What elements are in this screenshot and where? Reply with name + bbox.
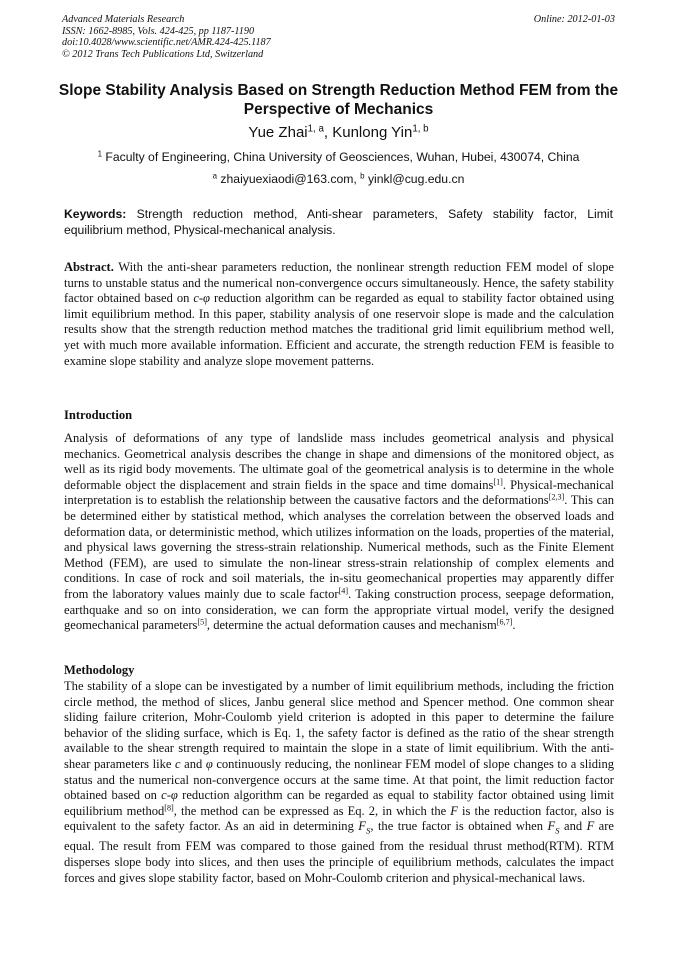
abstract: [64, 260, 614, 369]
journal-header: [62, 14, 615, 60]
author-affil-mark: 1, b: [412, 123, 429, 135]
body-text: reduction algorithm can be regarded as equal to stability factor obtained using limit equilibrium method: [64, 788, 614, 818]
citation: [1]: [493, 477, 503, 487]
email-line: [52, 172, 625, 187]
math-symbol: c-φ: [193, 291, 211, 306]
author-list: [52, 124, 625, 142]
abstract-text: With the anti-shear parameters reduction, the nonlinear strength reduction FEM model of slope turns to unstable status and the numerical non-convergence occurs simultaneously. Hence, the safety stability factor obtained based on: [64, 260, 614, 306]
email-address: zhaiyuexiaodi@163.com,: [217, 172, 361, 186]
issn-line: ISSN: 1662-8985, Vols. 424-425, pp 1187-1190: [62, 25, 255, 37]
citation: [2,3]: [548, 492, 565, 502]
keywords: [64, 207, 613, 238]
body-text: is the reduction factor, also is equivalent to the safety factor. As an aid in determining: [64, 803, 614, 834]
citation: [4]: [338, 586, 349, 596]
math-symbol: c-φ: [161, 788, 178, 803]
math-symbol: φ: [205, 756, 213, 771]
email-mark: b: [360, 171, 365, 181]
affiliation: [52, 150, 625, 165]
body-text: and: [559, 819, 587, 834]
doi-line: doi:10.4028/www.scientific.net/AMR.424-425.1187: [62, 37, 271, 49]
body-text: Analysis of deformations of any type of landslide mass includes geometrical analysis and physical mechanics. Geometrical analysis describes the change in shape and dimensions of the monitored object, as well as its rigid body movements. The ultimate goal of the geometrical analysis is to determine in the whole deformable object the displacement and strain fields in the space and time domains: [64, 431, 614, 492]
math-symbol: F: [586, 819, 595, 834]
email-address: yinkl@cug.edu.cn: [364, 172, 465, 186]
body-text: , the true factor is obtained when: [370, 819, 548, 834]
copyright-line: © 2012 Trans Tech Publications Ltd, Switzerland: [62, 48, 264, 60]
author-name: Yue Zhai: [248, 124, 308, 141]
paper-title: Slope Stability Analysis Based on Strength Reduction Method FEM from the Perspective of Mechanics: [58, 82, 619, 118]
keywords-text: Strength reduction method, Anti-shear parameters, Safety stability factor, Limit equilibrium method, Physical-mechanical analysis.: [64, 207, 613, 237]
author-separator: ,: [323, 124, 333, 141]
math-symbol: F: [547, 819, 556, 834]
citation: [8]: [164, 803, 174, 813]
keywords-label: Keywords:: [64, 207, 127, 221]
citation: [6,7]: [496, 617, 513, 627]
introduction-paragraph: [64, 431, 614, 634]
online-date: Online: 2012-01-03: [533, 14, 615, 25]
affil-text: Faculty of Engineering, China University of Geosciences, Wuhan, Hubei, 430074, China: [102, 150, 580, 164]
author-affil-mark: 1, a: [307, 123, 324, 135]
math-symbol: c: [175, 756, 181, 771]
section-heading-introduction: Introduction: [64, 408, 133, 422]
author-name: Kunlong Yin: [332, 124, 413, 141]
body-text: . Physical-mechanical interpretation is to establish the relationship between the causative factors and the deformations: [64, 477, 615, 508]
math-subscript: S: [555, 825, 560, 836]
affil-mark: 1: [97, 149, 102, 159]
body-text: , the method can be expressed as Eq. 2, in which the: [173, 803, 451, 818]
body-text: , determine the actual deformation causes and mechanism: [206, 618, 497, 633]
body-text: are equal. The result from FEM was compared to those gained from the residual thrust method(RTM). RTM disperses slope body into slices, and then uses the principle of equilibrium methods, calculates the impact forces and gives slope stability factor, based on Mohr-Coulomb criterion and physical-mechanical laws.: [64, 819, 614, 885]
abstract-label: Abstract.: [64, 260, 114, 274]
body-text: .: [512, 618, 516, 633]
email-mark: a: [212, 171, 218, 181]
body-text: The stability of a slope can be investigated by a number of limit equilibrium methods, including the friction circle method, the method of slices, Janbu general slice method and Spencer method. One common shear sliding failure criterion, Mohr-Coulomb yield criterion is adopted in this paper to determine the failure behavior of the sliding surface, which is Eq. 1, the safety factor is defined as the ratio of the shear strength available to the shear strength required to maintain the slope in a state of limit equilibrium. With the anti-shear parameters like: [64, 679, 614, 771]
math-symbol: F: [450, 803, 458, 818]
math-symbol: F: [358, 819, 366, 834]
abstract-text: reduction algorithm can be regarded as equal to stability factor obtained using limit equilibrium method. In this paper, stability analysis of one reservoir slope is made and the calculation results show that the strength reduction method matches the traditional grid limit equilibrium method well, yet with much more available information. Efficient and accurate, the strength reduction FEM is feasible to examine slope stability and analyze slope movement patterns.: [64, 291, 614, 368]
section-heading-methodology: Methodology: [64, 663, 135, 677]
methodology-paragraph: [64, 679, 614, 886]
math-subscript: S: [365, 825, 371, 836]
body-text: . Taking construction process, seepage deformation, earthquake and so on into consideration, we can form the appropriate virtual model, verify the designed geomechanical parameters: [64, 586, 614, 633]
body-text: and: [180, 756, 206, 771]
body-text: continuously reducing, the nonlinear FEM model of slope changes to a sliding status and the numerical non-convergence occurs at the same time. At that point, the limit reduction factor obtained based on: [64, 756, 615, 803]
journal-name: Advanced Materials Research: [62, 14, 185, 25]
citation: [5]: [197, 617, 207, 627]
body-text: . This can be determined either by statistical method, which analyses the correlation between the observed loads and deformation data, or deterministic method, which utilizes information on the loads, properties of the material, and physical laws governing the stress-strain relationship. Numerical methods, such as the Finite Element Method (FEM), are used to simulate the non-linear stress-strain relationship of complex elements and conditions. In case of rock and soil materials, the in-situ geomechanical properties may apparently differ from the laboratory values mainly due to scale factor: [64, 493, 615, 601]
